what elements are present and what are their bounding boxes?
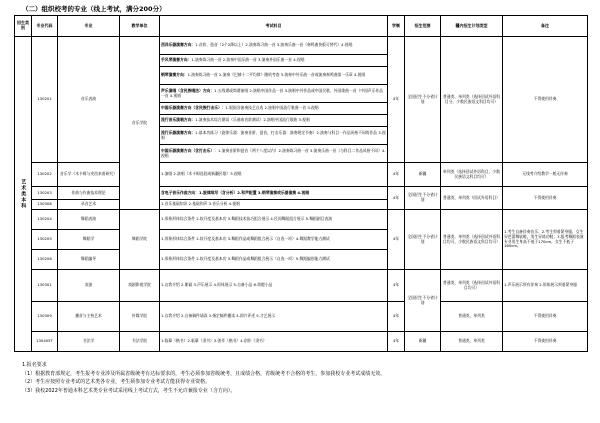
subjects-cell: 1.形象形体综合条件 2.软开度及基本功 3.舞蹈作品或舞蹈组合展示（自选一项）5.舞蹈编创能力测试 <box>160 250 388 270</box>
subjects-cell: 含电子音乐作曲方向：1.旋律续写（含分析）2.和声配置 3.钢琴演奏或乐器演奏 4.视唱 <box>160 187 388 200</box>
plan-cell: 普通类、单列类（选择回试外语科目分，少数民族语文科目均可） <box>441 37 503 163</box>
table-row <box>15 210 588 230</box>
table-row <box>15 163 588 187</box>
duration-cell: 4年 <box>388 210 405 270</box>
code-cell: 130201 <box>32 37 58 163</box>
direction-cell: 中国乐器演奏方向（含民族打击乐）：1.根据各演奏技艺自选 2.演唱中国流行歌曲一首 3.视唱 <box>160 103 388 115</box>
remark-cell: 不得使用伴奏 <box>503 187 588 210</box>
duration-cell: 4年 <box>388 187 405 210</box>
table-header-row <box>15 16 588 37</box>
table-row <box>15 302 588 332</box>
note-line: （3）我校2022年普通本科艺术类专业考试采用线上考试方式，考生不允许兼报专业（含方向）。 <box>22 387 236 394</box>
subjects-cell: 1.形象形体综合条件 2.软开度及基本功 3.舞蹈技术技巧组合展示 4.民间舞蹈组合展示 5.舞蹈剧目表演 <box>160 210 388 230</box>
college-cell: 音乐学院 <box>120 37 160 210</box>
header-range: 招生范围 <box>405 16 441 37</box>
code-cell: 130308 <box>32 200 58 210</box>
code-cell: 130309 <box>32 302 58 332</box>
plan-cell: 单列类（选择回试外语科目，少数民族语文科目均可） <box>441 163 503 187</box>
remark-cell: 不得使用伴奏 <box>503 332 588 352</box>
remark-cell: 1.声乐展示须有伴奏 2.形体展示须着紧身服 <box>503 270 588 302</box>
plan-cell: 普通类、单列类（回试外语科目） <box>441 187 503 210</box>
range-cell: 新疆 <box>405 163 441 187</box>
remark-cell: 无线考介绍教学一般无伴奏 <box>503 163 588 187</box>
code-cell: 130203 <box>32 187 58 200</box>
note-line: （1）根据教育部规定，考生报考专业涉及所属省级统考有达标要求的，考生必须参加省级统考，且成绩合格，省级统考不合格的考生，参加我校专业考试成绩无效。 <box>22 370 386 377</box>
major-cell: 音乐表演 <box>58 37 120 163</box>
header-subjects: 考试科目 <box>160 16 388 37</box>
college-cell: 舞蹈学院 <box>120 210 160 270</box>
code-cell: 130206 <box>32 250 58 270</box>
major-cell: 舞蹈编导 <box>58 250 120 270</box>
remark-cell: 不得使用伴奏 <box>503 37 588 163</box>
duration-cell: 4年 <box>388 302 405 332</box>
duration-cell: 4年 <box>388 332 405 352</box>
duration-cell: 4年 <box>388 163 405 187</box>
code-cell: 130204 <box>32 210 58 230</box>
direction-cell: 流行音乐演唱方向：1.演奏技术综合测试（乐曲或音阶测试）2.演唱中国流行歌曲 3.视唱 <box>160 115 388 127</box>
direction-cell: 中国乐器演奏方向（含打击乐）：1.演奏音阶和琶音（两个八度以内）2.演奏练习曲一首 3.演奏乐曲一首（与科目二作品风格不同）4.视唱 <box>160 145 388 163</box>
table-row <box>15 37 588 55</box>
duration-cell: 4年 <box>388 37 405 163</box>
category-cell: 艺术类本科 <box>15 37 32 352</box>
major-cell: 作曲与作曲技术理论 <box>58 187 120 200</box>
subjects-cell: 1.形象形体综合条件 2.软开度及基本功 3.舞蹈作品或舞蹈组合展示（自选一项）4.舞蹈教学能力测试 <box>160 230 388 250</box>
range-cell: 新疆 <box>405 332 441 352</box>
direction-cell: 西洋乐器演奏方向：1.音阶、琶音（2个2降以上）2.演奏练习曲一首 3.演奏乐曲一首（奏鸣曲快板可替代）4.视唱 <box>160 37 388 55</box>
code-cell: 130202 <box>32 163 58 187</box>
range-cell: 全国招生不分省计划 <box>405 270 441 332</box>
plan-cell: 普通类、单列类 <box>441 332 503 352</box>
code-cell: 130405T <box>32 332 58 352</box>
duration-cell: 4年 <box>388 270 405 302</box>
major-cell: 音乐学（木卡姆与麦西来甫研究） <box>58 163 120 187</box>
direction-cell: 声乐演唱（含民族唱法）方向：1.五线谱或简谱演唱 2.演唱中国作品一首 3.演唱中外作品或中国民歌、外国歌曲一首（中国声乐作品一首 4.视唱 <box>160 85 388 103</box>
header-college: 教学单位 <box>120 16 160 37</box>
table-row <box>15 270 588 302</box>
remark-cell: 不得使用伴奏 <box>503 302 588 332</box>
subjects-cell: 1.自我介绍 2.朗诵 3.声乐展示 4.形体展示 5.自备小品 6.命题小品 <box>160 270 388 302</box>
major-cell: 舞蹈表演 <box>58 210 120 230</box>
direction-cell: 流行乐器演奏方向：1.基本功练习（旋律乐器：演奏音阶、琶音，打击乐器：演奏规定节奏）2.演奏与科目一作品风格不同的作品 3.视唱 <box>160 127 388 145</box>
subjects-cell: 1.演唱 2.演唱（木卡姆选段或新疆民歌）3.视唱 <box>160 163 388 187</box>
section-title: （二）组织校考的专业（线上考试，满分200分） <box>22 5 166 13</box>
college-cell: 传媒学院 <box>120 302 160 332</box>
subjects-cell: 1.音乐基础知识 2.基础和声 3.音乐分析 4.视唱 <box>160 200 388 210</box>
major-cell: 播音与主持艺术 <box>58 302 120 332</box>
notes-section <box>22 361 582 395</box>
direction-cell: 手风琴演奏方向：1.演奏练习曲一首 2.演奏中国乐曲一首 3.演奏外国乐曲一首 4.视唱 <box>160 55 388 67</box>
header-remark: 备注 <box>503 16 588 37</box>
major-cell: 录音艺术 <box>58 200 120 210</box>
major-cell: 表演 <box>58 270 120 302</box>
range-cell: 全国招生不分省计划 <box>405 187 441 210</box>
major-cell: 书法学 <box>58 332 120 352</box>
plan-cell: 普通类、单列类（选择回试外语科目均可） <box>441 270 503 302</box>
admission-table <box>14 15 588 352</box>
remark-cell: 1.考生自备伴奏音乐；2.考生须着紧身服，女生穿芭蕾舞软鞋，男生穿练功鞋；3.报考舞蹈表演专业男生身高不低于170cm，女生不低于160cm。 <box>503 210 588 270</box>
table-row <box>15 332 588 352</box>
header-duration: 学制 <box>388 16 405 37</box>
header-plan: 疆内招生计划类型 <box>441 16 503 37</box>
header-major: 专业 <box>58 16 120 37</box>
plan-cell: 普通类、单列类 <box>441 302 503 332</box>
range-cell: 全国招生不分省计划 <box>405 37 441 163</box>
plan-cell: 普通类、单列类（选择回试外语科目均可，少数民族语文科目均可） <box>441 210 503 270</box>
college-cell: 书法学院 <box>120 332 160 352</box>
code-cell: 130205 <box>32 230 58 250</box>
subjects-cell: 1.临摹（楷书）2.临摹（隶书）3.创作（楷书）4.创作（隶书） <box>160 332 388 352</box>
header-category: 招生类别 <box>15 16 32 37</box>
note-line: （2）考生应按照专业考试的艺术类各专业，考生须参加专业考试方能获得专业资格。 <box>22 379 211 386</box>
table-row <box>15 187 588 200</box>
subjects-cell: 1.自我介绍 2.自备稿件诵读 3.指定稿件播读 4.即兴评述 5.才艺展示 <box>160 302 388 332</box>
major-cell: 舞蹈学 <box>58 230 120 250</box>
header-code: 专业代码 <box>32 16 58 37</box>
note-line: 1.报名要求 <box>22 362 47 368</box>
college-cell: 戏剧影视学院 <box>120 270 160 302</box>
range-cell: 全国招生不分省计划 <box>405 210 441 270</box>
direction-cell: 钢琴演奏方向：1.演奏练习曲一首 2.演奏《巴赫十二平均律》随机考查 3.演奏中外乐曲一首或演奏奏鸣曲第一乐章 4.视唱 <box>160 67 388 85</box>
code-cell: 130301 <box>32 270 58 302</box>
